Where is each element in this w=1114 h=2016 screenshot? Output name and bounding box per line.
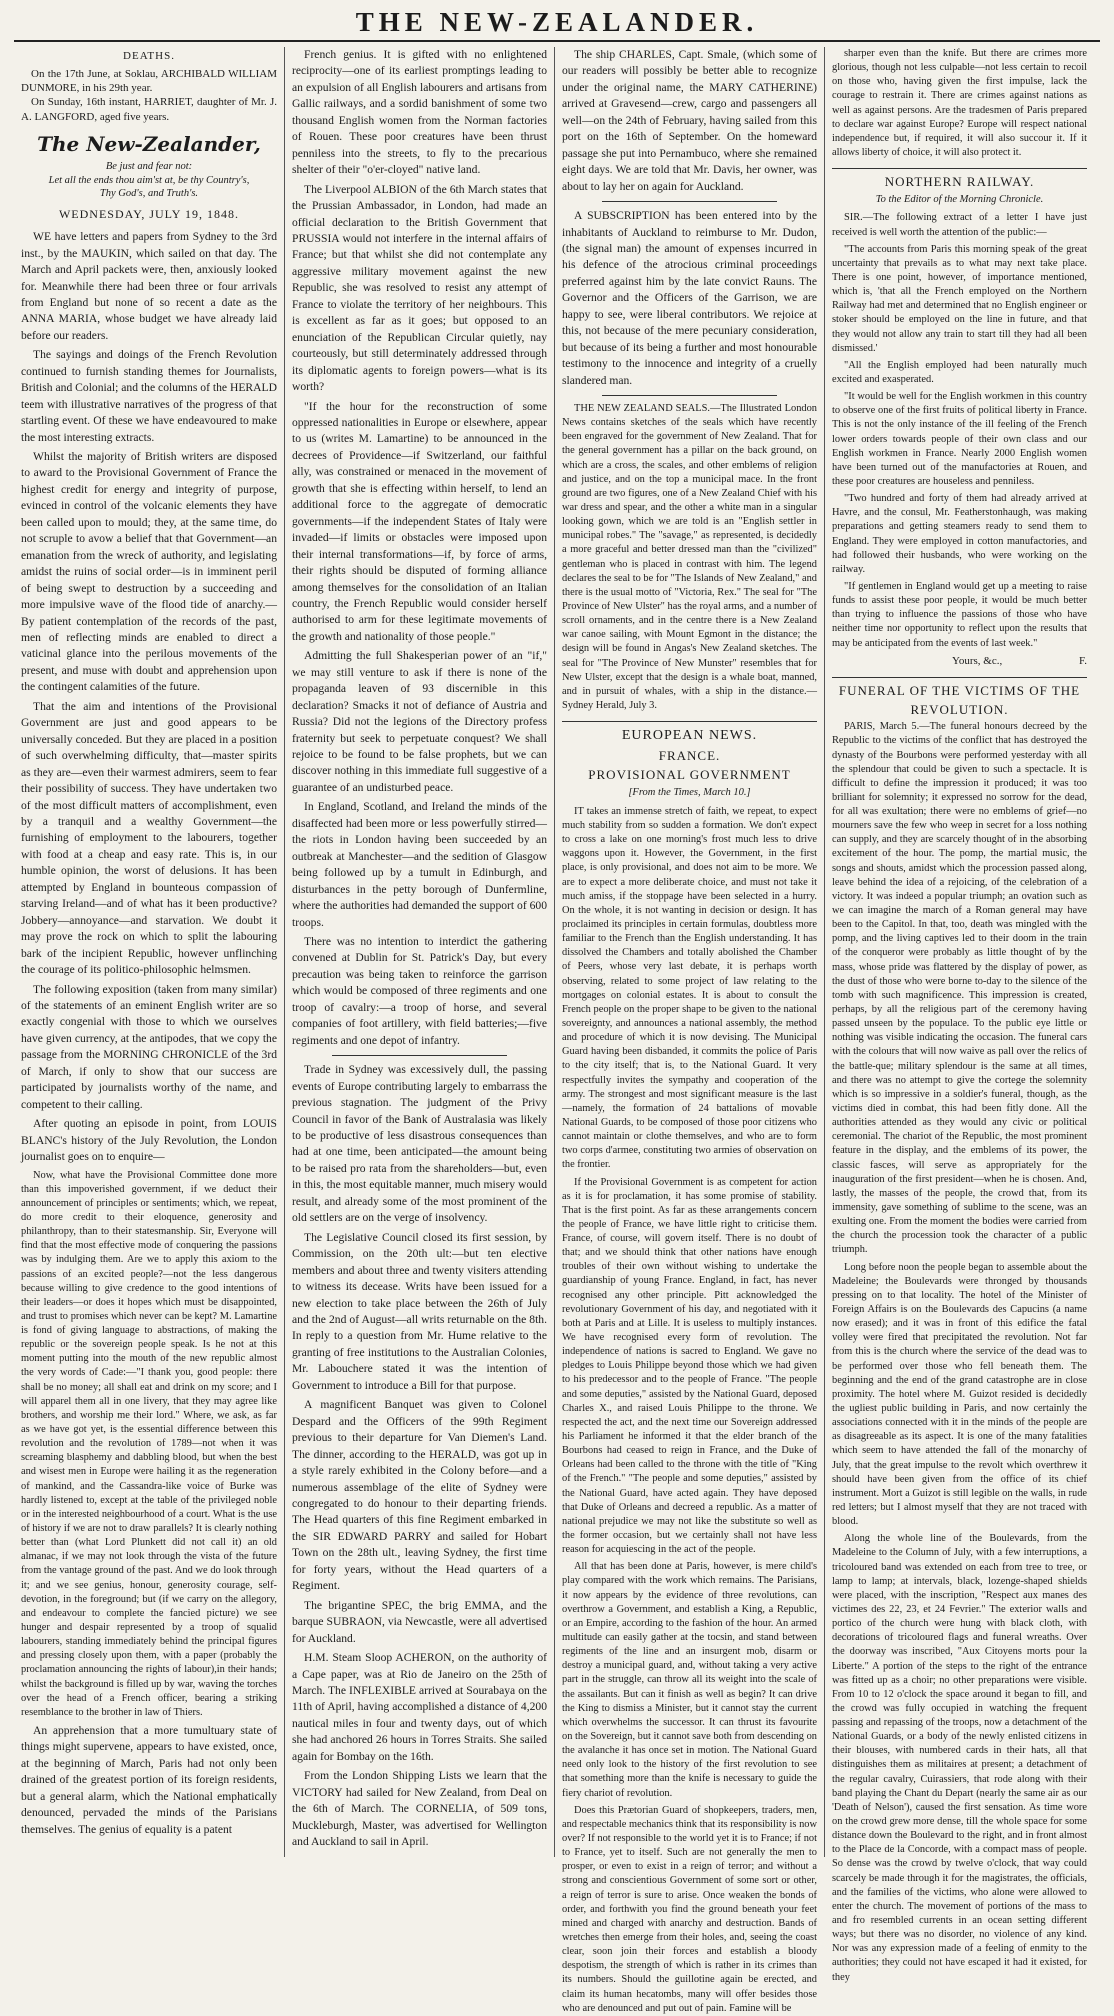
section-separator: [332, 1055, 507, 1056]
article-paragraph: French genius. It is gifted with no enlightened reciprocity—one of its earliest promptings leading to an expulsion of all English labourers and artisans from Gallic railways, and a sordid banishment of some two thousand English women from the Norman factories of Rouen. These poor creatures have been thrust penniless into the streets, to fly to the precarious shelter of their "o'er-cloyed" native land.: [292, 48, 547, 177]
article-paragraph: The Legislative Council closed its first session, by Commission, on the 20th ult:—but ten elective members and about three and twenty visiters attending to witness its decease. Writs have been issued for a new election to take place between the 26th of July and the 2nd of August—all writs returnable on the 8th. In reply to a question from Mr. Hume relative to the granting of free institutions to the Australian Colonies, Mr. Labouchere stated it was the intention of Government to introduce a Bill for that purpose.: [292, 1230, 547, 1392]
article-paragraph: sharper even than the knife. But there are crimes more glorious, though not less culpable—not less certain to recoil on those who, having given the first impulse, lack the courage to restrain it. There are crimes against nations as well as against persons. Are the tradesmen of Paris prepared to declare war against Europe? Europe will respect national independence but, if required, it will also succour it. If it allows liberty of choice, it will also protect it.: [832, 48, 1087, 158]
article-paragraph: In England, Scotland, and Ireland the minds of the disaffected had been more or less powerfully stirred—the riots in London having been succeeded by an outbreak at Manchester—and the sedition of Glasgow being followed up by a tumult in Edinburgh, and disturbances in the petty borough of Dunfermline, where the authorities had demanded the support of 600 troops.: [292, 800, 547, 929]
article-paragraph: From the London Shipping Lists we learn that the VICTORY had sailed for New Zealand, from Deal on the 6th of March. The CORNELIA, of 509 tons, Muckleburgh, Master, was advertised for Wellington and Auckland to sail in April.: [292, 1769, 547, 1849]
signature-closing: Yours, &c.,: [952, 654, 1003, 667]
article-paragraph: H.M. Steam Sloop ACHERON, on the authority of a Cape paper, was at Rio de Janeiro on the 25th of March. The INFLEXIBLE arrived at Sourabaya on the 11th of April, having accomplished a distance of 4,200 nautical miles in four and twenty days, out of which she had anchored 26 hours in Torres Straits. She sailed again for Bombay on the 16th.: [292, 1651, 547, 1763]
article-paragraph: "Two hundred and forty of them had already arrived at Havre, and the consul, Mr. Featherstonhaugh, was making preparations and getting steamers ready to send them to England. They were employed in cotton manufactories, and had followed their husbands, who were working on the railway.: [832, 493, 1087, 575]
article-paragraph: THE NEW ZEALAND SEALS.—The Illustrated London News contains sketches of the seals which have recently been engraved for the government of New Zealand. That for the general government has a pillar on the back ground, on which are a cross, the scales, and other emblems of religion and justice, and on the top a municipal mace. In the front ground are two figures, one of a New Zealand Chief with his war dress and spear, and the other a white man in a singular looking gown, which we are told is an "English settler in municipal robes." The "savage," as represented, is decidedly a more graceful and better dressed man than the "civilized" gentleman who is placed in contrast with him. The legend declares the seal to be for "The Islands of New Zealand," and there is the usual motto of "Victoria, Rex." The seal for "The Province of New Ulster" has the royal arms, and a number of scroll ornaments, and in the centre there is a New Zealand war canoe sailing, with Mount Egmont in the distance; the design will be found in Angas's New Zealand sketches. The seal for "The Province of New Munster" resembles that for New Ulster, except that the design is a whale boat, manned, and in pursuit of whales, with a ship in the distance.—Sydney Herald, July 3.: [562, 403, 817, 712]
section-separator: [602, 201, 777, 202]
article-paragraph: The following exposition (taken from many similar) of the statements of an eminent English writer are so exactly congenial with those to which we ourselves have given currency, at the antipodes, that we copy the passage from the MORNING CHRONICLE of the 3rd of March, if only to show that our success are participated by journalists worthy of the name, and competent to their calling.: [21, 982, 277, 1111]
article-paragraph: That the aim and intentions of the Provisional Government are just and good appears to be universally conceded. But they are placed in a position of such overwhelming difficulty, that—master spirits as they are—even their warmest admirers, seem to fear their possibility of success. They have undertaken two of the most difficult matters of accomplishment, even by a tranquil and a wealthy Government—the furnishing of employment to the labourers, together with food at a cheap and easy rate. This is, in our humble opinion, the worst of delusions. It has been attempted by England in bounteous compassion of starving Ireland—and of what has it been productive? Jobbery—annoyance—and starvation. We doubt it may prove the rock on which to split the labouring bark of the incipient Republic, however unflinching the courage of its politico-philosophic helmsmen.: [21, 699, 277, 977]
article-paragraph: Whilst the majority of British writers are disposed to award to the Provisional Government of France the highest credit for energy and integrity of purpose, evinced in control of the volcanic elements they have been called upon to mould; they, at the same time, do not scruple to avow a belief that that Government—an emanation from the wreck of authority, and legislating amidst the ruins of social order—is in imminent peril of being swept to destruction by a succeeding and more impulsive wave of the flood tide of anarchy.—By patient contemplation of the records of the past, men of reflecting minds are enabled to direct a vaticinal glance into the perilous movements of the present, and muse with doubt and apprehension upon the contingent calamities of the future.: [21, 450, 277, 694]
article-paragraph: "If gentlemen in England would get up a meeting to raise funds to assist these poor people, it would be much better than trying to influence the passions of those who have neither time nor opportunity to reflect upon the results that may be anticipated from the events of last week.": [832, 581, 1087, 649]
masthead: THE NEW-ZEALANDER.: [355, 7, 759, 37]
funeral-heading: FUNERAL OF THE VICTIMS OF THE REVOLUTION.: [838, 683, 1081, 717]
article-paragraph: The sayings and doings of the French Revolution continued to furnish standing themes for Journalists, British and Colonial; and the columns of the HERALD teem with illustrative narratives of the progress of that startling event. Of these we have endeavoured to make the most interesting extracts.: [21, 348, 277, 444]
death-notice: On Sunday, 16th instant, HARRIET, daughter of Mr. J. A. LANGFORD, aged five years.: [21, 96, 277, 123]
article-paragraph: Does this Prætorian Guard of shopkeepers, traders, men, and respectable mechanics think that its responsibility is now over? If not responsible to the world yet it is to France; if not to France, yet to itself. Such are not generally the men to prosper, or even to exist in a reign of terror; and without a strong and conscientious Government of some sort or other, a reign of terror is sure to arise. Once weaken the bonds of order, and forthwith you find the ground beneath your feet mined and charged with anarchy and destruction. Bands of wretches then emerge from their holes, and, seeing the coast clear, soon join their forces and establish a bloody despotism, the strength of which is rather in its crimes than its numbers. Should the guillotine again be erected, and claim its human hecatombs, many will offer besides those who are denounced and put out of pain. Famine will be: [562, 1804, 817, 2014]
article-paragraph: A SUBSCRIPTION has been entered into by the inhabitants of Auckland to reimburse to Mr. Dudon, (the signal man) the amount of expenses incurred in his defence of the atrocious criminal proceedings preferred against him by the late convict Rauns. The Governor and the Officers of the Garrison, we are happy to see, were liberal contributors. We rejoice at this, not because of the mere pecuniary consideration, but because of its being a further and most honourable testimony to the innocence and integrity of a cruelly slandered man.: [562, 209, 817, 387]
article-paragraph: Along the whole line of the Boulevards, from the Madeleine to the Column of July, with a few interruptions, a tricoloured band was extended on each from tree to tree, or lamp to lamp; at intervals, black, lozenge-shaped shields were placed, with the inscription, "Respect aux manes des victimes des 22, 23, et 24 Fevrier." The exterior walls and portico of the church were hung with black cloth, with decorations of tricoloured flags and funeral wreaths. Over the doorway was inscribed, "Aux Citoyens morts pour la Liberte." A portion of the steps to the right of the entrance was fitted up as a choir; no other preparations were visible. From 10 to 12 o'clock the space around it began to fill, and the crowd was fully occupied in watching the frequent passing and repassing of the troops, now a detachment of the National Guards, or a body of the newly enlisted citizens in their blouses, with numbered cards in their hats, all that distinguishes them as militaires at present; a detachment of the regular cavalry, Cuirassiers, that rode along with their band playing the Chant du Depart (nearly the same air as our 'Death of Nelson'), caused the first sensation. As time wore on the crowd grew more dense, till the whole space for some distance down the Boulevard to the right, and in front almost to the Place de la Concorde, with a compact mass of people. So dense was the crowd by twelve o'clock, that way could scarcely be made through it for the magistrates, the officials, and the families of the victims, who alone were allowed to enter the church. The movement of portions of the mass to and fro resembled currents in an ocean setting different ways; but there was no disorder, no violence of any kind. Nor was any expression made of a feeling of enmity to the authorities; they could not have escaped it had it existed, for they: [832, 1533, 1087, 1983]
article-paragraph: WE have letters and papers from Sydney to the 3rd inst., by the MAUKIN, which sailed on that day. The March and April packets were, then, anxiously looked for. Meanwhile there had been three or four arrivals from England but none of so recent a date as the ANNA MARIA, whose budget we have already laid before our readers.: [21, 230, 277, 342]
northern-railway-heading: NORTHERN RAILWAY.: [884, 174, 1035, 190]
article-paragraph: There was no intention to interdict the gathering convened at Dublin for St. Patrick's Day, but every precaution was being taken to reinforce the garrison which would be composed of three regiments and one troop of cavalry:—a troop of horse, and several companies of foot artillery, with field batteries;—five regiments and one depot of infantry.: [292, 935, 547, 1047]
article-paragraph: IT takes an immense stretch of faith, we repeat, to expect much stability from so sudden a formation. We don't expect to cross a lake on one morning's frost much less to drive waggons upon it. However, the Government, in the first place, is only provisional, and does not aim to be more. We are to expect a more deliberate choice, and must not take it much amiss, if the stoppage have been selected in a hurry. On the whole, it is not wanting in decision or design. It has proclaimed its principles in certain formulas, doubtless more familiar to the French than the English understanding. It has dissolved the Chambers and totally abolished the Chamber of Peers, whose very last debate, it is perhaps worth observing, related to some project of law relating to the mortgages on colonial estates. It is about to consult the French people on the proper shape to be given to the national sovereignty, and announces a national assembly, the method and procedure of which it is now devising. The Municipal Guard having been disbanded, it commits the police of Paris to the city itself; that is, to the National Guard. It very respectfully invites the sympathy and cooperation of the army. The strongest and most significant measure is the last—namely, the formation of 24 battalions of movable National Guards, to be composed of those poor citizens who cannot maintain or clothe themselves, and who are to form two corps d'armee, constituting two armies of observation on the frontier.: [562, 805, 817, 1171]
article-paragraph: "The accounts from Paris this morning speak of the great uncertainty that prevails as to what may next take place. There is one point, however, of importance mentioned, which is, 'that all the French employed on the Northern Railway had met and determined that no English engineer or stoker should be employed on the line in future, and that they would not allow any train to start till they had all been dismissed.': [832, 243, 1087, 354]
article-paragraph: Long before noon the people began to assemble about the Madeleine; the Boulevards were thronged by thousands pressing on to that locality. The hotel of the Minister of Foreign Affairs is on the Boulevards des Capucins (a name now erased); and it was in front of this edifice the fatal volley were fired that precipitated the revolution. Not far from this is the church where the service of the dead was to be performed over those who fell beneath them. The beginning and the end of the grand catastrophe are in close proximity. The hotel where M. Guizot resided is decidedly the ugliest public building in Paris, and now certainly the associations connected with it in the minds of the people are as disagreeable as its aspect. It is one of the many fatalities which seem to have attended the fall of the monarchy of July, that the great impulse to the revolt which overthrew it should have been given from the office of its chief instrument. Mort a Guizot is still legible on the walls, in rude red letters; but I almost myself that they are not traced with blood.: [832, 1261, 1087, 1528]
column-4: [824, 47, 1094, 1983]
article-paragraph: A magnificent Banquet was given to Colonel Despard and the Officers of the 99th Regiment previous to their departure for Van Diemen's Land. The dinner, according to the HERALD, was got up in a style rarely exhibited in the Colony before—and a numerous assemblage of the elite of Sydney were congregated to do honour to their departing friends. The Head quarters of this fine Regiment embarked in the SIR EDWARD PARRY and sailed for Hobart Town on the 28th ult., leaving Sydney, the first time for forty years, without the Head quarters of a Regiment.: [292, 1398, 547, 1593]
european-news-heading: EUROPEAN NEWS.: [621, 728, 758, 744]
article-paragraph: SIR.—The following extract of a letter I have just received is well worth the attention of the public:—: [832, 212, 1087, 238]
article-paragraph: The ship CHARLES, Capt. Smale, (which some of our readers will possibly be better able to recognize under the original name, the MARY CATHERINE) arrived at Gravesend—crew, cargo and passengers all well—on the 24th of February, having sailed from this port on the 16th of September. On the homeward passage she put into Pernambuco, where she remained eight days. We are told that Mr. Davis, her owner, was about to lay her on again for Auckland.: [562, 48, 817, 193]
article-paragraph: "If the hour for the reconstruction of some oppressed nationalities in Europe or elsewhere, appear to us (writes M. Lamartine) to be announced in the decrees of Providence—if Switzerland, our faithful ally, was constrained or menaced in the movement of growth that she is effecting within herself, to lend an additional force to the aggregate of democratic governments—if the independent States of Italy were invaded—if limits or obstacles were imposed upon their internal transformations—if, by force of arms, their rights should be disputed of forming alliance among themselves for the consolidation of an Italian country, the French Republic would consider herself authorised to arm for these legitimate movements of the growth and nationality of those people.": [292, 399, 547, 643]
article-paragraph: Trade in Sydney was excessively dull, the passing events of Europe contributing largely to embarrass the previous stagnation. The judgment of the Privy Council in favor of the Bank of Australasia was likely to be productive of less disastrous consequences than had at one time, been anticipated—the amount being to be raised pro rata from the shareholders—but, even in this, the most equitable manner, much misery would result, and already some of the most prominent of the old settlers are on the verge of insolvency.: [292, 1063, 547, 1225]
paper-motto: Be just and fear not: Let all the ends thou aim'st at, be thy Country's, Thy God's, and Truth's.: [48, 161, 250, 200]
article-paragraph: PARIS, March 5.—The funeral honours decreed by the Republic to the victims of the conflict that has destroyed the dynasty of the Bourbons were performed yesterday with all the splendour that could be given to such a spectacle. It is difficult to define the impression it produced; it was too brilliant for solemnity; it expressed no sorrow for the dead, for all was exultation; there were no emblems of grief—no mourners save the few who weep in secret for a loss nothing can supply, and they are scarcely thought of in the absorbing excitement of the hour. The pomp, the martial music, the songs and shouts, amidst which the procession passed along, leave behind the idea of a rejoicing, of the celebration of a victory. It was indeed a popular triumph; an ovation such as we can imagine the march of a Roman general may have been to the Capitol. In that, too, death was mingled with the pomp, and the living captives led to their doom in the train of the conqueror were probably as little thought of by the mass, whose pride was flattered by the display of power, as the dust of those who were borne to-day to the silence of the tomb with such magnificence. This impression is created, perhaps, by all the religious part of the ceremony having passed unseen by the populace. To the public eye little or nothing was visible indicating the occasion. The funeral cars with the colours that will now waive as pall over the relics of the battle-que; military splendour is the same at all times, and there was no attempt to give the cortege the solemnity which is so impressive in a soldier's funeral, though, as the victims died in combat, this had been fitly done. All the authorities attended as they would any civic or political ceremonial. The chariot of the Republic, the most prominent feature in the display, and the emblems of its power, the classic fasces, will serve as appropriately for the inauguration of the first president—when he is chosen. And, lastly, the masses of the people, the crowd that, from its immensity, gave something of sublime to the scene, was an exulting one. From the moment the bodies were carried from the church the procession took the character of a public triumph.: [832, 721, 1087, 1256]
section-separator: [832, 168, 1087, 169]
paper-title: The New-Zealander,: [37, 131, 261, 156]
masthead-rule: [14, 40, 1100, 42]
letter-signature: [832, 654, 1087, 670]
deaths-heading: DEATHS.: [123, 50, 175, 62]
provisional-government-heading: PROVISIONAL GOVERNMENT: [588, 767, 791, 783]
article-paragraph: If the Provisional Government is as competent for action as it is for proclamation, it has some promise of stability. That is the first point. As far as these arrangements concern the people of France, we have little right to criticise them. France, of course, will govern itself. There is no doubt of that; and we should think that other nations have enough troubles of their own without wishing to undertake the guardianship of young France. England, in fact, has never recognised any other principle. Pitt acknowledged the revolutionary Government of his day, and negotiated with it both at Paris and at Lille. It is useless to multiply instances. We have recognised every form of revolution. The independence of nations is sacred to England. We gave no pledges to Louis Philippe beyond those which we had given to his predecessor and to the people of France. "The people and some deputies," assisted by the National Guard, deposed Charles X., and raised Louis Philippe to the throne. We respected the act, and the next time our Sovereign addressed his Parliament he informed it that the elder branch of the Bourbons had ceased to reign in France, and the Duke of Orleans had been called to the throne with the title of "King of the French." "The people and some deputies," assisted by the National Guard, have acted again. They have deposed that Duke of Orleans and decreed a republic. As a matter of national prejudice we may not like the substitute so well as the former occasion, but we certainly shall not have less reason for acquiescing in the act of the people.: [562, 1176, 817, 1556]
article-paragraph: All that has been done at Paris, however, is mere child's play compared with the work which remains. The Parisians, it now appears by the evidence of three revolutions, can overthrow a Government, and establish a King, a Republic, or an Empire, according to the fashion of the hour. An armed multitude can easily gather at the tocsin, and stand between regiments of the line and an insurgent mob, disarm or destroy a municipal guard, and, without taking a very active part in the struggle, can throw all its weight into the scale of the assailants. But can it finish as well as begin? It can drive the King to dismiss a Minister, but it cannot stay the current which overwhelms the successor. It can thrust its favourite on the Sovereign, but it cannot save both from descending on the avalanche it has once set in motion. The National Guard need only look to the history of the first revolution to see that something more than the knife is necessary to guide the fiery chariot of revolution.: [562, 1561, 817, 1799]
column-1: [14, 47, 284, 1857]
article-paragraph: After quoting an episode in point, from LOUIS BLANC's history of the July Revolution, the London journalist goes on to enquire—: [21, 1117, 277, 1164]
article-paragraph: An apprehension that a more tumultuary state of things might supervene, appears to have existed, once, at the beginning of March, Paris had not only been drained of the greatest portion of its foreign residents, but a general alarm, which the National emphatically denounced, pervaded the minds of the Parisians themselves. The genius of equality is a patent: [21, 1724, 277, 1836]
signature-initial: F.: [1079, 654, 1087, 667]
column-2: [284, 47, 554, 1857]
france-heading: FRANCE.: [658, 748, 721, 764]
editor-address: To the Editor of the Morning Chronicle.: [875, 193, 1044, 205]
article-paragraph: "All the English employed had been naturally much excited and exasperated.: [832, 359, 1087, 386]
column-3: [554, 47, 824, 2014]
section-separator: [832, 677, 1087, 678]
section-separator: [562, 721, 817, 722]
section-separator: [602, 395, 777, 396]
article-paragraph: The brigantine SPEC, the brig EMMA, and the barque SUBRAON, via Newcastle, were all advertised for Auckland.: [292, 1598, 547, 1645]
columns: [14, 47, 1100, 2014]
article-paragraph: Admitting the full Shakesperian power of an "if," we may still venture to ask if there is none of the propaganda leaven of 93 discernible in this declaration? Smacks it not of defiance of Austria and Russia? Did not the legions of the Directory profess fraternity but seek to perpetuate conquest? We shall rejoice to be found to be false prophets, but we can discover nothing in this immediate full suggestive of a guarantee of an undisturbed peace.: [292, 649, 547, 794]
death-notice: On the 17th June, at Soklau, ARCHIBALD WILLIAM DUNMORE, in his 29th year.: [21, 67, 277, 94]
quoted-extract: Now, what have the Provisional Committee done more than this impoverished government, if we deduct their announcement of principles or sentiments; which, we repeat, do more credit to their eloquence, generosity and philanthropy, than to their statesmanship. Sir, Everyone will find that the most effective mode of conquering the passions was by indulging them. Are we to apply this axiom to the passions of an excited people?—not the less dangerous because willing to give credence to the good intentions of their leaders—or does it hopes which must be disappointed, and trust to promises which never can be kept? M. Lamartine is fond of giving language to abstractions, of making the republic or the sovereign people speak. Is he not at this moment putting into the mouth of the new republic almost the very words of Cade:—"I thank you, good people: there shall be no money; all shall eat and drink on my score; and I will apparel them all in one livery, that they may agree like brothers, and worship me their lord." Where, we ask, as far as we have got yet, is the essential difference between this revolution and the revolution of 1789—not when it was screaming blasphemy and dabbling blood, but when the best and wisest men in Europe were hailing it as the regeneration of mankind, and the Cassandra-like voice of Burke was hardly listened to, except at the table of the privileged noble or in the interested neighbourhood of a court. What is the use of history if we are not to draw parallels? It is clearly nothing better than (what Lord Plunkett did not call it) an old almanac, if we may not look through the vista of the future from the vantage ground of the past. And we do look through it; and we see genius, honour, generosity courage, self-devotion, in the foreground; but (if we carry on the allegory, and endeavour to complete the fancied picture) we see hunger and despair represented by a troop of squalid labourers, standing immediately behind the principal figures and pressing closely upon them, with a paper (probably the proclamation announcing the rights of labour),in their hands; whilst the background is filled up by war, waving the torches over the head of a French officer, bearing a striking resemblance to the brother in law of Thiers.: [21, 1169, 277, 1718]
source-line: [From the Times, March 10.]: [628, 786, 751, 798]
article-paragraph: The Liverpool ALBION of the 6th March states that the Prussian Ambassador, in London, had made an official declaration to the British Government that PRUSSIA would not interfere in the internal affairs of France; but that whilst she did not contemplate any aggressive military movement against the new Republic, she was resolved to resist any attempt of France to violate the territory of her neighbours. This is excellent as far as it goes; but opposed to an enunciation of the Republican Circular quietly, nay courteously, but still determinately addressed through its diplomatic agents to foreign powers—what is its worth?: [292, 182, 547, 394]
issue-date: WEDNESDAY, JULY 19, 1848.: [58, 207, 240, 222]
article-paragraph: "It would be well for the English workmen in this country to observe one of the first fruits of political liberty in France. This is not the only instance of the ill feeling of the French lower orders towards people of their own class and our English workmen in France. Nearly 2000 English women have been turned out of the manufactories at Rouen, and these poor creatures are houseless and penniless.: [832, 391, 1087, 488]
